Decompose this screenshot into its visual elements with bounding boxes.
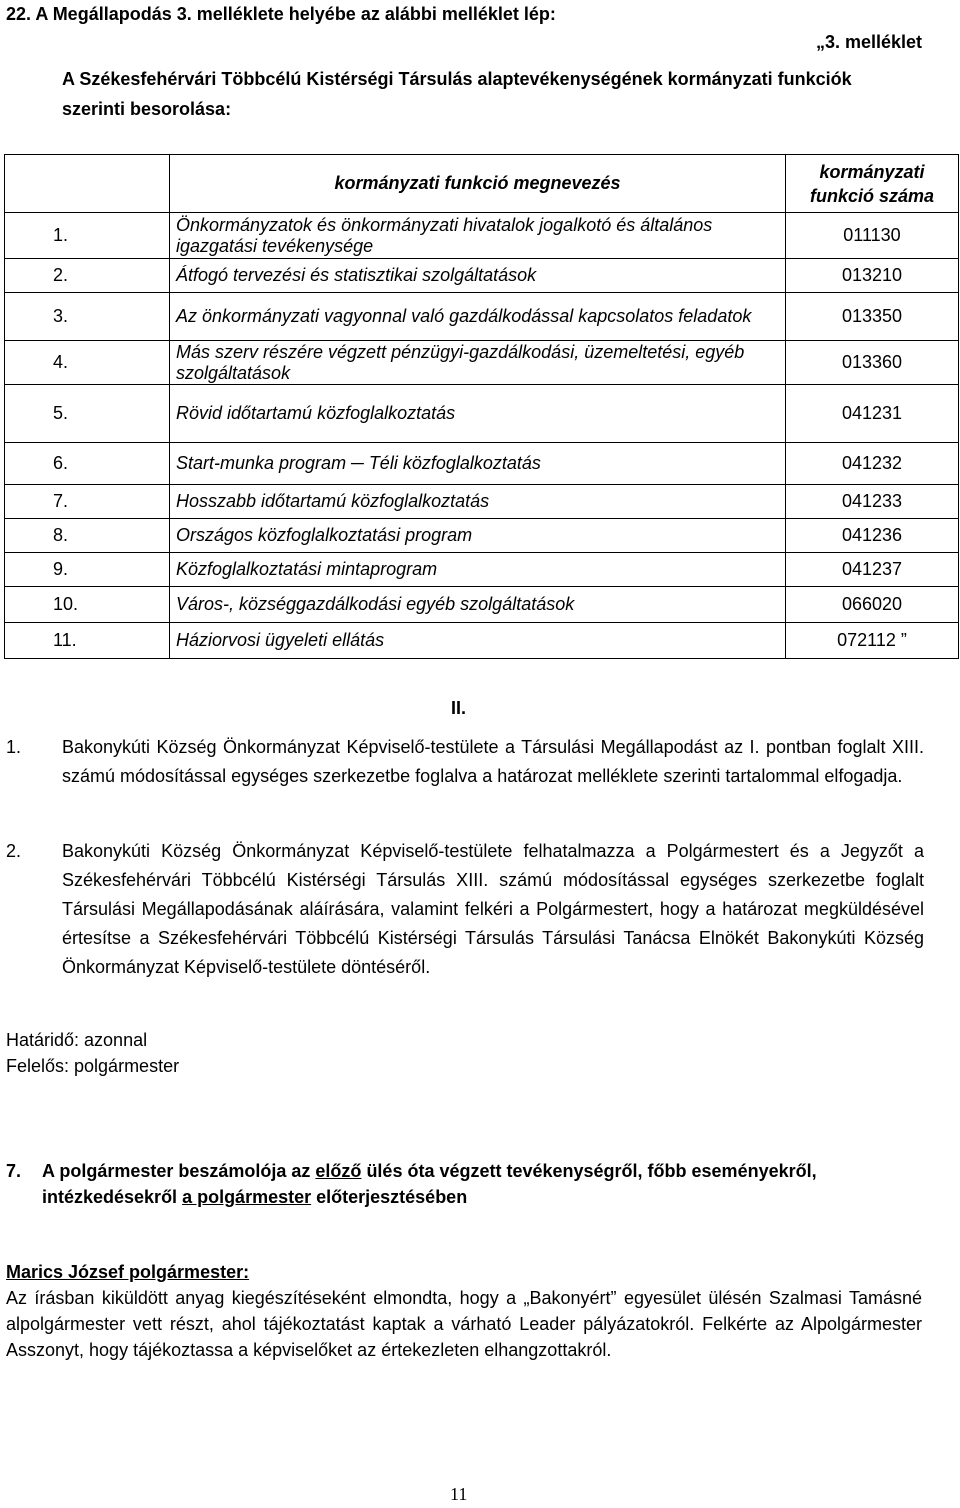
table-cell-code: 041231 [786, 385, 959, 443]
table-row [5, 259, 959, 293]
table-cell-name: Átfogó tervezési és statisztikai szolgáltatások [170, 259, 786, 293]
table-cell-name: Országos közfoglalkoztatási program [170, 519, 786, 553]
table-cell-num: 4. [5, 341, 170, 385]
resolution-1-num: 1. [6, 737, 22, 757]
table-cell-name: Város-, községgazdálkodási egyéb szolgáltatások [170, 587, 786, 623]
table-header-code: kormányzati funkció száma [786, 155, 959, 213]
table-cell-code: 041233 [786, 485, 959, 519]
annex-reference: „3. melléklet [815, 32, 922, 52]
agenda-title-underlined-2: a polgármester [182, 1187, 312, 1207]
table-cell-name: Önkormányzatok és önkormányzati hivatalok jogalkotó és általános igazgatási tevékenysége [170, 213, 786, 259]
table-row [5, 623, 959, 659]
deadline: Határidő: azonnal [6, 1030, 148, 1050]
table-header-num [5, 155, 170, 213]
table-row [5, 587, 959, 623]
table-row [5, 443, 959, 485]
responsible: Felelős: polgármester [6, 1056, 180, 1076]
resolution-2-text: Bakonykúti Község Önkormányzat Képviselő-testülete felhatalmazza a Polgármestert és a Jegyzőt a Székesfehérvári Többcélú Kistérségi Társulás XIII. számú módosítással egységes szerkezetbe foglalt Társulási Megállapodásának aláírására, valamint felkéri a Polgármestert, hogy a határozat megküldésével értesítse a Székesfehérvári Többcélú Kistérségi Társulás Társulási Tanácsa Elnökét Bakonykúti Község Önkormányzat Képviselő-testülete döntéséről. [62, 841, 924, 977]
functions-table [4, 154, 959, 659]
table-header-name: kormányzati funkció megnevezés [170, 155, 786, 213]
agenda-title-part3: előterjesztésében [311, 1187, 468, 1207]
table-cell-name: Start-munka program ─ Téli közfoglalkoztatás [170, 443, 786, 485]
table-cell-num: 10. [5, 587, 170, 623]
table-cell-num: 7. [5, 485, 170, 519]
table-cell-num: 1. [5, 213, 170, 259]
agenda-title-part1: A polgármester beszámolója az [42, 1161, 316, 1181]
table-row [5, 213, 959, 259]
table-row [5, 385, 959, 443]
agenda-title [42, 1158, 922, 1210]
table-row [5, 553, 959, 587]
table-cell-name: Háziorvosi ügyeleti ellátás [170, 623, 786, 659]
table-row [5, 341, 959, 385]
table-cell-code: 041236 [786, 519, 959, 553]
table-cell-name: Hosszabb időtartamú közfoglalkoztatás [170, 485, 786, 519]
table-cell-code: 011130 [786, 213, 959, 259]
table-cell-num: 9. [5, 553, 170, 587]
table-cell-num: 2. [5, 259, 170, 293]
table-cell-name: Más szerv részére végzett pénzügyi-gazdálkodási, üzemeltetési, egyéb szolgáltatások [170, 341, 786, 385]
annex-intro: A Székesfehérvári Többcélú Kistérségi Társulás alaptevékenységének kormányzati funkciók szerinti besorolása: [62, 69, 852, 119]
table-cell-code: 013350 [786, 293, 959, 341]
agenda-title-underlined-1: előző [315, 1161, 362, 1181]
table-cell-num: 8. [5, 519, 170, 553]
table-cell-code: 041237 [786, 553, 959, 587]
speech-text: Az írásban kiküldött anyag kiegészítéseként elmondta, hogy a „Bakonyért” egyesület ülésén Szalmasi Tamásné alpolgármester vett részt, ahol tájékoztatást kaptak a várható Leader pályázatokról. Felkérte az Alpolgármester Asszonyt, hogy tájékoztassa a képviselőket az értekezleten elhangzottakról. [6, 1288, 922, 1360]
table-cell-code: 013210 [786, 259, 959, 293]
table-cell-name: Közfoglalkoztatási mintaprogram [170, 553, 786, 587]
table-cell-code: 066020 [786, 587, 959, 623]
table-cell-num: 11. [5, 623, 170, 659]
table-cell-num: 6. [5, 443, 170, 485]
agenda-title-part2: ülés óta végzett tevékenységről, főbb eseményekről, intézkedésekről [42, 1161, 817, 1207]
table-cell-code: 041232 [786, 443, 959, 485]
section-roman: II. [451, 698, 467, 718]
table-cell-num: 3. [5, 293, 170, 341]
table-cell-code: 072112 ” [786, 623, 959, 659]
agenda-num: 7. [6, 1161, 22, 1181]
table-row [5, 485, 959, 519]
annex-heading: 22. A Megállapodás 3. melléklete helyébe az alábbi melléklet lép: [6, 4, 556, 24]
table-cell-code: 013360 [786, 341, 959, 385]
table-cell-name: Rövid időtartamú közfoglalkoztatás [170, 385, 786, 443]
table-row [5, 293, 959, 341]
resolution-2-num: 2. [6, 841, 22, 861]
table-cell-name: Az önkormányzati vagyonnal való gazdálkodással kapcsolatos feladatok [170, 293, 786, 341]
page-number: 11 [450, 1484, 468, 1504]
table-row [5, 519, 959, 553]
resolution-1-text: Bakonykúti Község Önkormányzat Képviselő-testülete a Társulási Megállapodást az I. pontban foglalt XIII. számú módosítással egységes szerkezetbe foglalva a határozat melléklete szerinti tartalommal elfogadja. [62, 737, 924, 786]
table-cell-num: 5. [5, 385, 170, 443]
speaker-name: Marics József polgármester: [6, 1262, 250, 1282]
